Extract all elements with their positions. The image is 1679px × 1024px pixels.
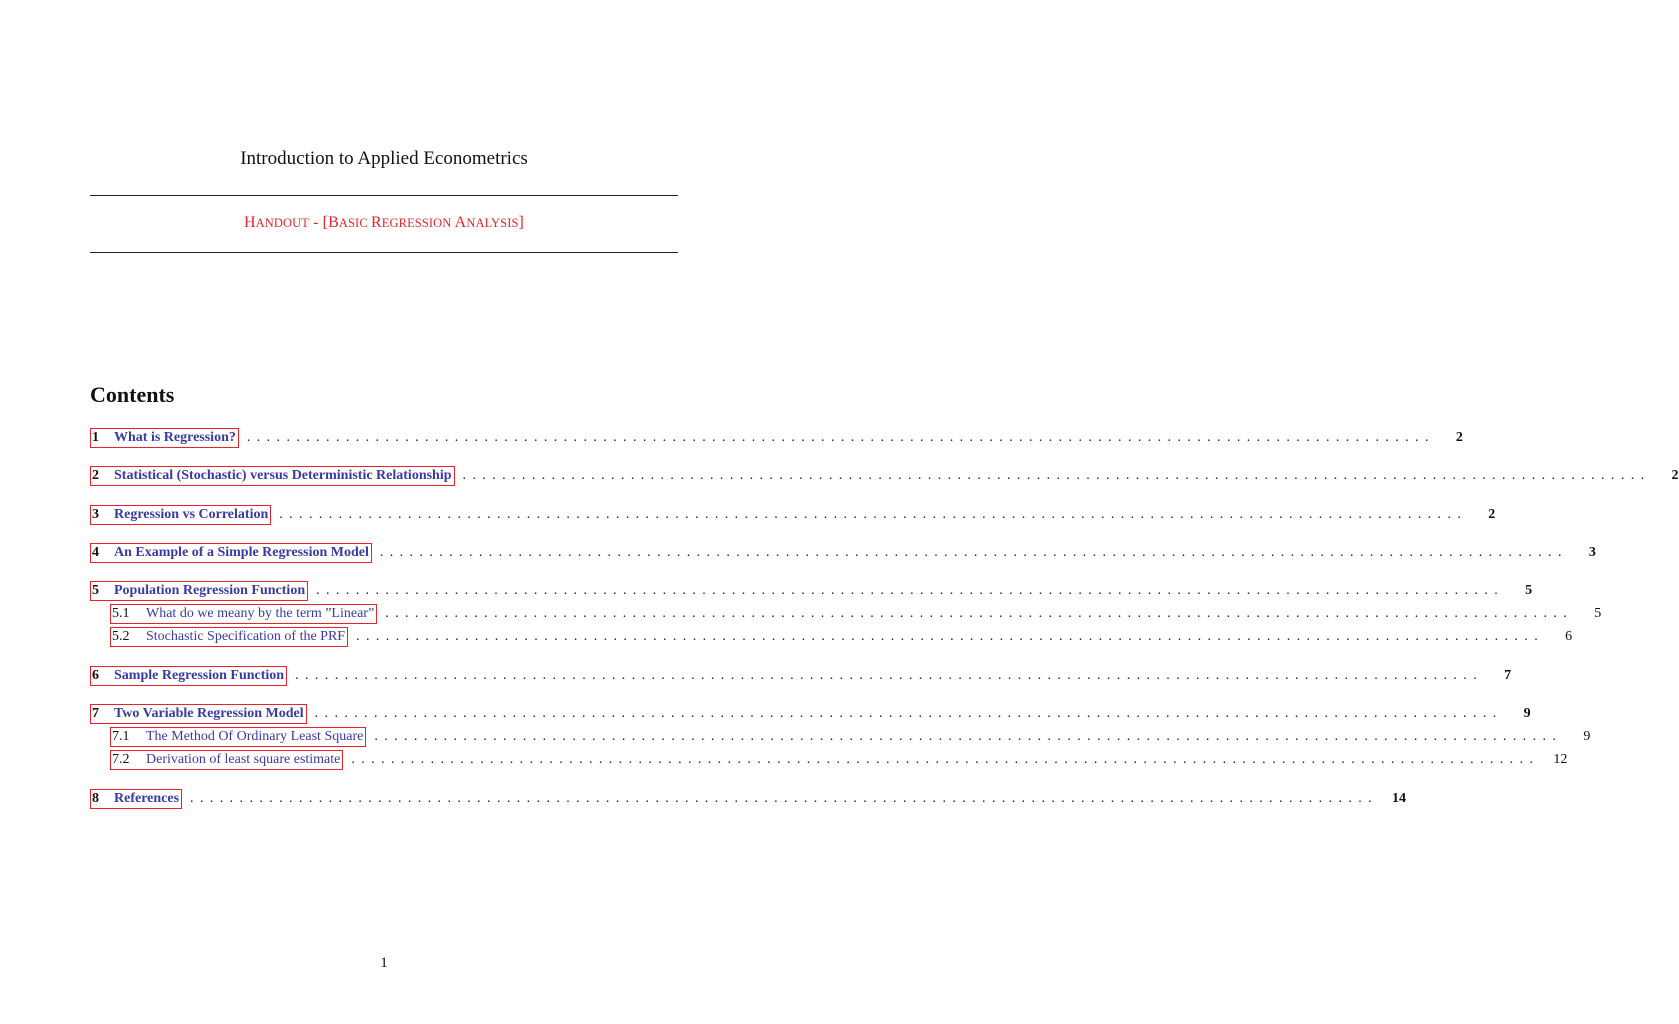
toc-page-number: 9 bbox=[1583, 729, 1591, 744]
leader-dots: ........................................................................................................................ bbox=[351, 752, 1540, 767]
toc-page-number: 5 bbox=[1594, 606, 1602, 621]
toc-subentry bbox=[110, 604, 1602, 624]
leader-dots: ........................................................................................................................ bbox=[316, 583, 1505, 598]
contents-heading: Contents bbox=[90, 382, 175, 407]
leader-dots: ........................................................................................................................ bbox=[374, 729, 1563, 744]
leader-dots: ........................................................................................................................ bbox=[190, 791, 1379, 806]
toc-link-references[interactable]: 8 References bbox=[90, 789, 182, 809]
toc-page-number: 3 bbox=[1588, 545, 1596, 560]
toc-entry bbox=[90, 428, 1463, 448]
leader-dots: ........................................................................................................................ bbox=[246, 430, 1435, 445]
toc-link-derivation-least-square[interactable]: 7.2 Derivation of least square estimate bbox=[110, 750, 343, 770]
toc-subentry bbox=[110, 727, 1591, 747]
leader-dots: ........................................................................................................................ bbox=[279, 507, 1468, 522]
toc-page-number: 5 bbox=[1525, 583, 1533, 598]
toc-link-stochastic-specification-prf[interactable]: 5.2 Stochastic Specification of the PRF bbox=[110, 627, 348, 647]
toc-entry bbox=[90, 704, 1531, 724]
toc-page-number: 6 bbox=[1565, 629, 1573, 644]
toc-entry bbox=[90, 666, 1512, 686]
top-rule bbox=[90, 195, 678, 196]
toc-entry bbox=[90, 505, 1496, 525]
toc-page-number: 7 bbox=[1504, 668, 1512, 683]
toc-link-what-is-regression[interactable]: 1 What is Regression? bbox=[90, 428, 239, 448]
leader-dots: ........................................................................................................................ bbox=[462, 468, 1651, 483]
toc-subentry bbox=[110, 627, 1573, 647]
bottom-rule bbox=[90, 252, 678, 253]
document-title: Introduction to Applied Econometrics bbox=[240, 148, 528, 169]
leader-dots: ........................................................................................................................ bbox=[295, 668, 1484, 683]
toc-page-number: 2 bbox=[1455, 430, 1463, 445]
leader-dots: ........................................................................................................................ bbox=[385, 606, 1574, 621]
handout-subtitle: HANDOUT - [BASIC REGRESSION ANALYSIS] bbox=[244, 214, 524, 231]
toc-entry bbox=[90, 543, 1596, 563]
toc-entry bbox=[90, 581, 1533, 601]
leader-dots: ........................................................................................................................ bbox=[314, 706, 1503, 721]
toc-entry bbox=[90, 789, 1407, 809]
toc-link-ordinary-least-square[interactable]: 7.1 The Method Of Ordinary Least Square bbox=[110, 727, 366, 747]
toc-page-number: 14 bbox=[1392, 791, 1407, 806]
page-number: 1 bbox=[380, 955, 388, 971]
leader-dots: ........................................................................................................................ bbox=[379, 545, 1568, 560]
toc-page-number: 2 bbox=[1671, 468, 1679, 483]
toc-link-statistical-vs-deterministic[interactable]: 2 Statistical (Stochastic) versus Deterministic Relationship bbox=[90, 466, 455, 486]
leader-dots: ........................................................................................................................ bbox=[356, 629, 1545, 644]
toc-link-population-regression-function[interactable]: 5 Population Regression Function bbox=[90, 581, 308, 601]
toc-page-number: 2 bbox=[1488, 507, 1496, 522]
toc-link-meaning-of-linear[interactable]: 5.1 What do we meany by the term ”Linear” bbox=[110, 604, 377, 624]
toc-link-regression-vs-correlation[interactable]: 3 Regression vs Correlation bbox=[90, 505, 271, 525]
toc-page-number: 9 bbox=[1523, 706, 1531, 721]
toc-page-number: 12 bbox=[1553, 752, 1568, 767]
toc-entry bbox=[90, 466, 1679, 486]
toc-subentry bbox=[110, 750, 1568, 770]
toc-link-sample-regression-function[interactable]: 6 Sample Regression Function bbox=[90, 666, 287, 686]
toc-link-two-variable-regression-model[interactable]: 7 Two Variable Regression Model bbox=[90, 704, 307, 724]
toc-link-example-simple-regression[interactable]: 4 An Example of a Simple Regression Model bbox=[90, 543, 372, 563]
